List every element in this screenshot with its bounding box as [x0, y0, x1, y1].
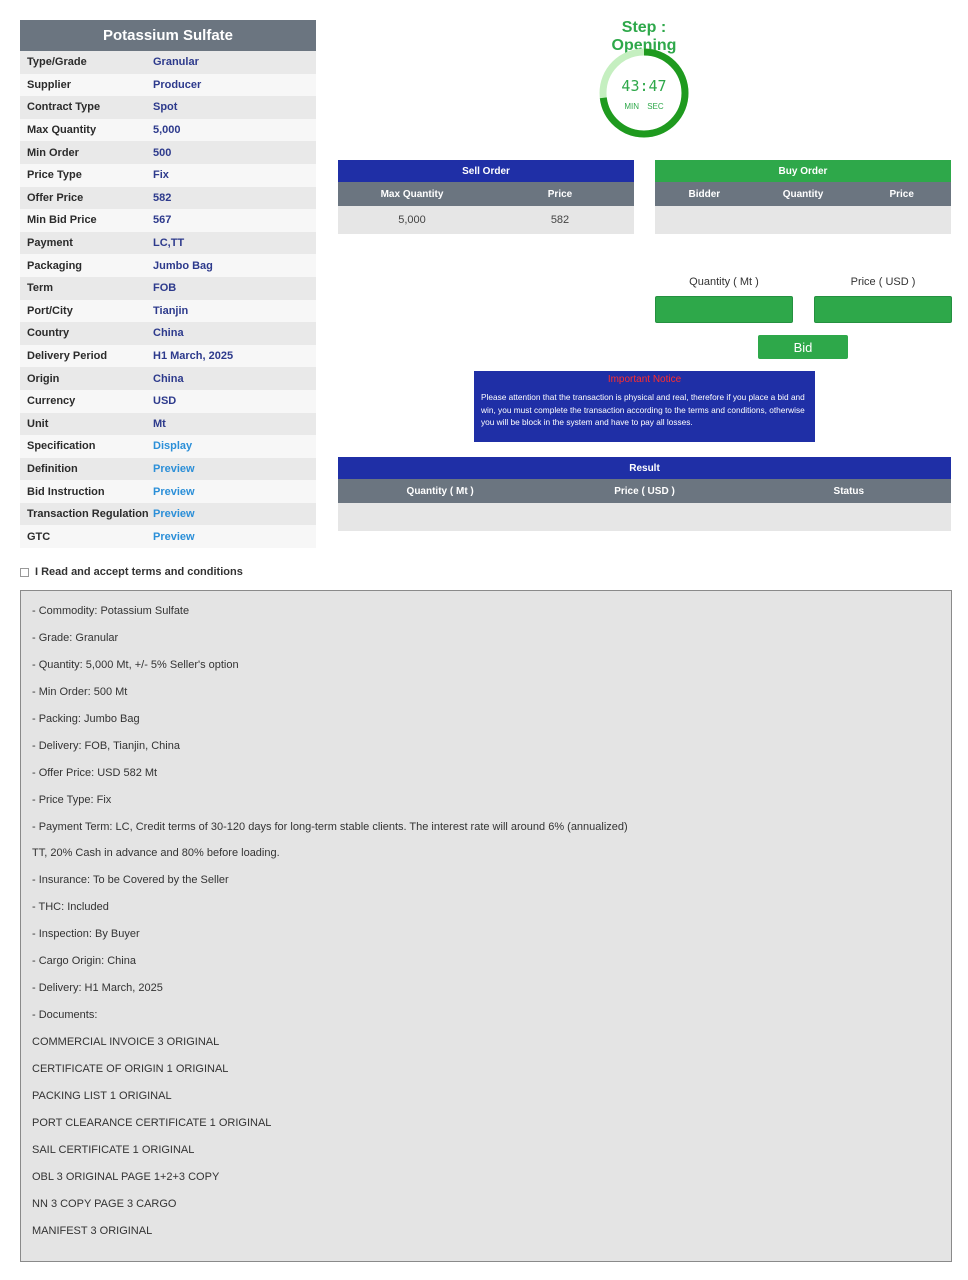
timer-display: 43:47 [621, 77, 667, 95]
column-header: Bidder [688, 188, 721, 200]
buy-order-title: Buy Order [655, 160, 951, 182]
description-line: PACKING LIST 1 ORIGINAL [32, 1089, 172, 1102]
spec-row [20, 51, 316, 74]
description-line: PORT CLEARANCE CERTIFICATE 1 ORIGINAL [32, 1116, 272, 1129]
spec-key: Offer Price [27, 191, 84, 204]
quantity-label: Quantity ( Mt ) [689, 276, 759, 288]
spec-row [20, 187, 316, 210]
spec-key: Type/Grade [27, 56, 87, 69]
spec-row [20, 435, 316, 458]
sell-order-title: Sell Order [338, 160, 634, 182]
description-line: NN 3 COPY PAGE 3 CARGO [32, 1197, 177, 1210]
spec-key: Supplier [27, 78, 72, 91]
description-line: - Packing: Jumbo Bag [32, 712, 140, 725]
description-line: - Payment Term: LC, Credit terms of 30-120 days for long-term stable clients. The interest rate will around 6% (annualized) [32, 820, 628, 833]
spec-key: Country [27, 327, 70, 340]
spec-row [20, 164, 316, 187]
notice-title: Important Notice [607, 374, 682, 385]
spec-key: Delivery Period [27, 350, 108, 363]
buy-order-table [655, 160, 951, 234]
spec-row [20, 322, 316, 345]
description-line: TT, 20% Cash in advance and 80% before loading. [32, 847, 280, 860]
spec-row [20, 74, 316, 97]
description-line: - Min Order: 500 Mt [32, 685, 128, 698]
spec-row [20, 390, 316, 413]
description-line: - Delivery: FOB, Tianjin, China [32, 739, 180, 752]
spec-value: Producer [153, 78, 202, 91]
column-header: Status [833, 485, 865, 497]
description-line: - Documents: [32, 1009, 98, 1022]
sell-price: 582 [550, 214, 570, 226]
specification-display-link[interactable]: Display [153, 440, 193, 453]
offer-description [20, 590, 952, 1262]
buy-order-header [655, 182, 951, 206]
description-line: CERTIFICATE OF ORIGIN 1 ORIGINAL [32, 1062, 229, 1075]
product-spec-table [20, 20, 316, 548]
bid-button[interactable]: Bid [758, 335, 848, 359]
description-line: - Commodity: Potassium Sulfate [32, 605, 190, 617]
spec-row [20, 119, 316, 142]
result-table [338, 457, 951, 531]
spec-row [20, 413, 316, 436]
spec-value: Fix [153, 169, 169, 182]
spec-row [20, 254, 316, 277]
spec-value: 5,000 [153, 124, 181, 137]
spec-row [20, 141, 316, 164]
countdown-timer [597, 46, 691, 140]
description-line: - Delivery: H1 March, 2025 [32, 982, 163, 995]
description-line: COMMERCIAL INVOICE 3 ORIGINAL [32, 1036, 220, 1048]
sell-order-header [338, 182, 634, 206]
description-line: OBL 3 ORIGINAL PAGE 1+2+3 COPY [32, 1170, 220, 1183]
spec-row [20, 525, 316, 548]
spec-row [20, 96, 316, 119]
description-line: - Offer Price: USD 582 Mt [32, 766, 158, 779]
column-header: Quantity [782, 188, 824, 200]
quantity-input[interactable] [655, 296, 793, 323]
gtc-preview-link[interactable]: Preview [153, 530, 195, 543]
spec-key: Min Order [27, 146, 79, 159]
spec-key: Currency [27, 395, 76, 408]
timer-units [597, 102, 691, 111]
table-row [338, 206, 634, 234]
column-header: Price ( USD ) [614, 485, 675, 497]
spec-row [20, 209, 316, 232]
spec-value: FOB [153, 282, 177, 295]
column-header: Max Quantity [380, 188, 444, 200]
timer-sec-label: SEC [647, 102, 664, 111]
sell-order-table [338, 160, 634, 234]
definition-preview-link[interactable]: Preview [153, 462, 195, 475]
spec-row [20, 458, 316, 481]
spec-key: Definition [27, 462, 78, 475]
spec-row [20, 300, 316, 323]
spec-key: Price Type [27, 169, 82, 182]
spec-row [20, 232, 316, 255]
important-notice [474, 371, 815, 442]
buy-order-empty-row [655, 206, 951, 234]
spec-key: Contract Type [27, 101, 101, 114]
spec-key: Port/City [27, 304, 73, 317]
spec-key: Transaction Regulation [27, 508, 149, 521]
spec-value: H1 March, 2025 [153, 350, 234, 363]
spec-value: 500 [153, 146, 172, 159]
spec-row [20, 345, 316, 368]
spec-key: Max Quantity [27, 124, 97, 137]
column-header: Quantity ( Mt ) [406, 485, 474, 497]
description-line: - Quantity: 5,000 Mt, +/- 5% Seller's option [32, 658, 239, 671]
result-empty-row [338, 503, 951, 531]
spec-value: 582 [153, 191, 172, 204]
spec-key: Unit [27, 417, 49, 430]
spec-value: Granular [153, 56, 199, 69]
spec-row [20, 367, 316, 390]
result-header [338, 479, 951, 503]
bid-instruction-preview-link[interactable]: Preview [153, 485, 195, 498]
description-line: SAIL CERTIFICATE 1 ORIGINAL [32, 1143, 195, 1156]
description-line: - Cargo Origin: China [32, 955, 136, 968]
spec-value: Jumbo Bag [153, 259, 213, 272]
price-label: Price ( USD ) [850, 276, 916, 288]
notice-text: Please attention that the transaction is physical and real, therefore if you place a bid and win, you must complete the transaction according to the terms and conditions, otherwise you will be block in the system and have to pay all losses. [481, 392, 805, 427]
spec-value: Mt [153, 417, 166, 430]
spec-row [20, 277, 316, 300]
transaction-regulation-preview-link[interactable]: Preview [153, 508, 195, 521]
spec-key: GTC [27, 530, 51, 543]
description-line: - THC: Included [32, 901, 109, 914]
spec-value: Tianjin [153, 304, 189, 317]
spec-row [20, 503, 316, 526]
spec-value: China [153, 372, 184, 385]
spec-value: LC,TT [153, 237, 185, 250]
spec-key: Term [27, 282, 54, 295]
spec-key: Min Bid Price [27, 214, 97, 227]
result-title: Result [338, 457, 951, 479]
spec-value: USD [153, 395, 177, 408]
spec-key: Packaging [27, 259, 83, 272]
spec-value: Spot [153, 101, 178, 114]
sell-max-quantity: 5,000 [398, 214, 426, 226]
terms-label: I Read and accept terms and conditions [35, 566, 243, 578]
timer-min-label: MIN [624, 102, 639, 111]
column-header: Price [547, 188, 573, 200]
description-line: - Insurance: To be Covered by the Seller [32, 874, 229, 887]
spec-key: Origin [27, 372, 60, 385]
column-header: Price [889, 188, 914, 200]
description-line: - Price Type: Fix [32, 793, 112, 806]
spec-key: Bid Instruction [27, 485, 105, 498]
description-line: MANIFEST 3 ORIGINAL [32, 1224, 153, 1237]
spec-value: China [153, 327, 184, 340]
spec-key: Specification [27, 440, 96, 453]
terms-acceptance[interactable] [20, 566, 243, 578]
step-status: Step : Opening [611, 19, 677, 54]
terms-checkbox[interactable] [20, 568, 29, 577]
spec-value: 567 [153, 214, 172, 227]
spec-row [20, 480, 316, 503]
price-input[interactable] [814, 296, 952, 323]
spec-key: Payment [27, 237, 73, 250]
description-line: - Grade: Granular [32, 631, 119, 644]
product-title: Potassium Sulfate [20, 20, 316, 51]
description-line: - Inspection: By Buyer [32, 928, 140, 941]
